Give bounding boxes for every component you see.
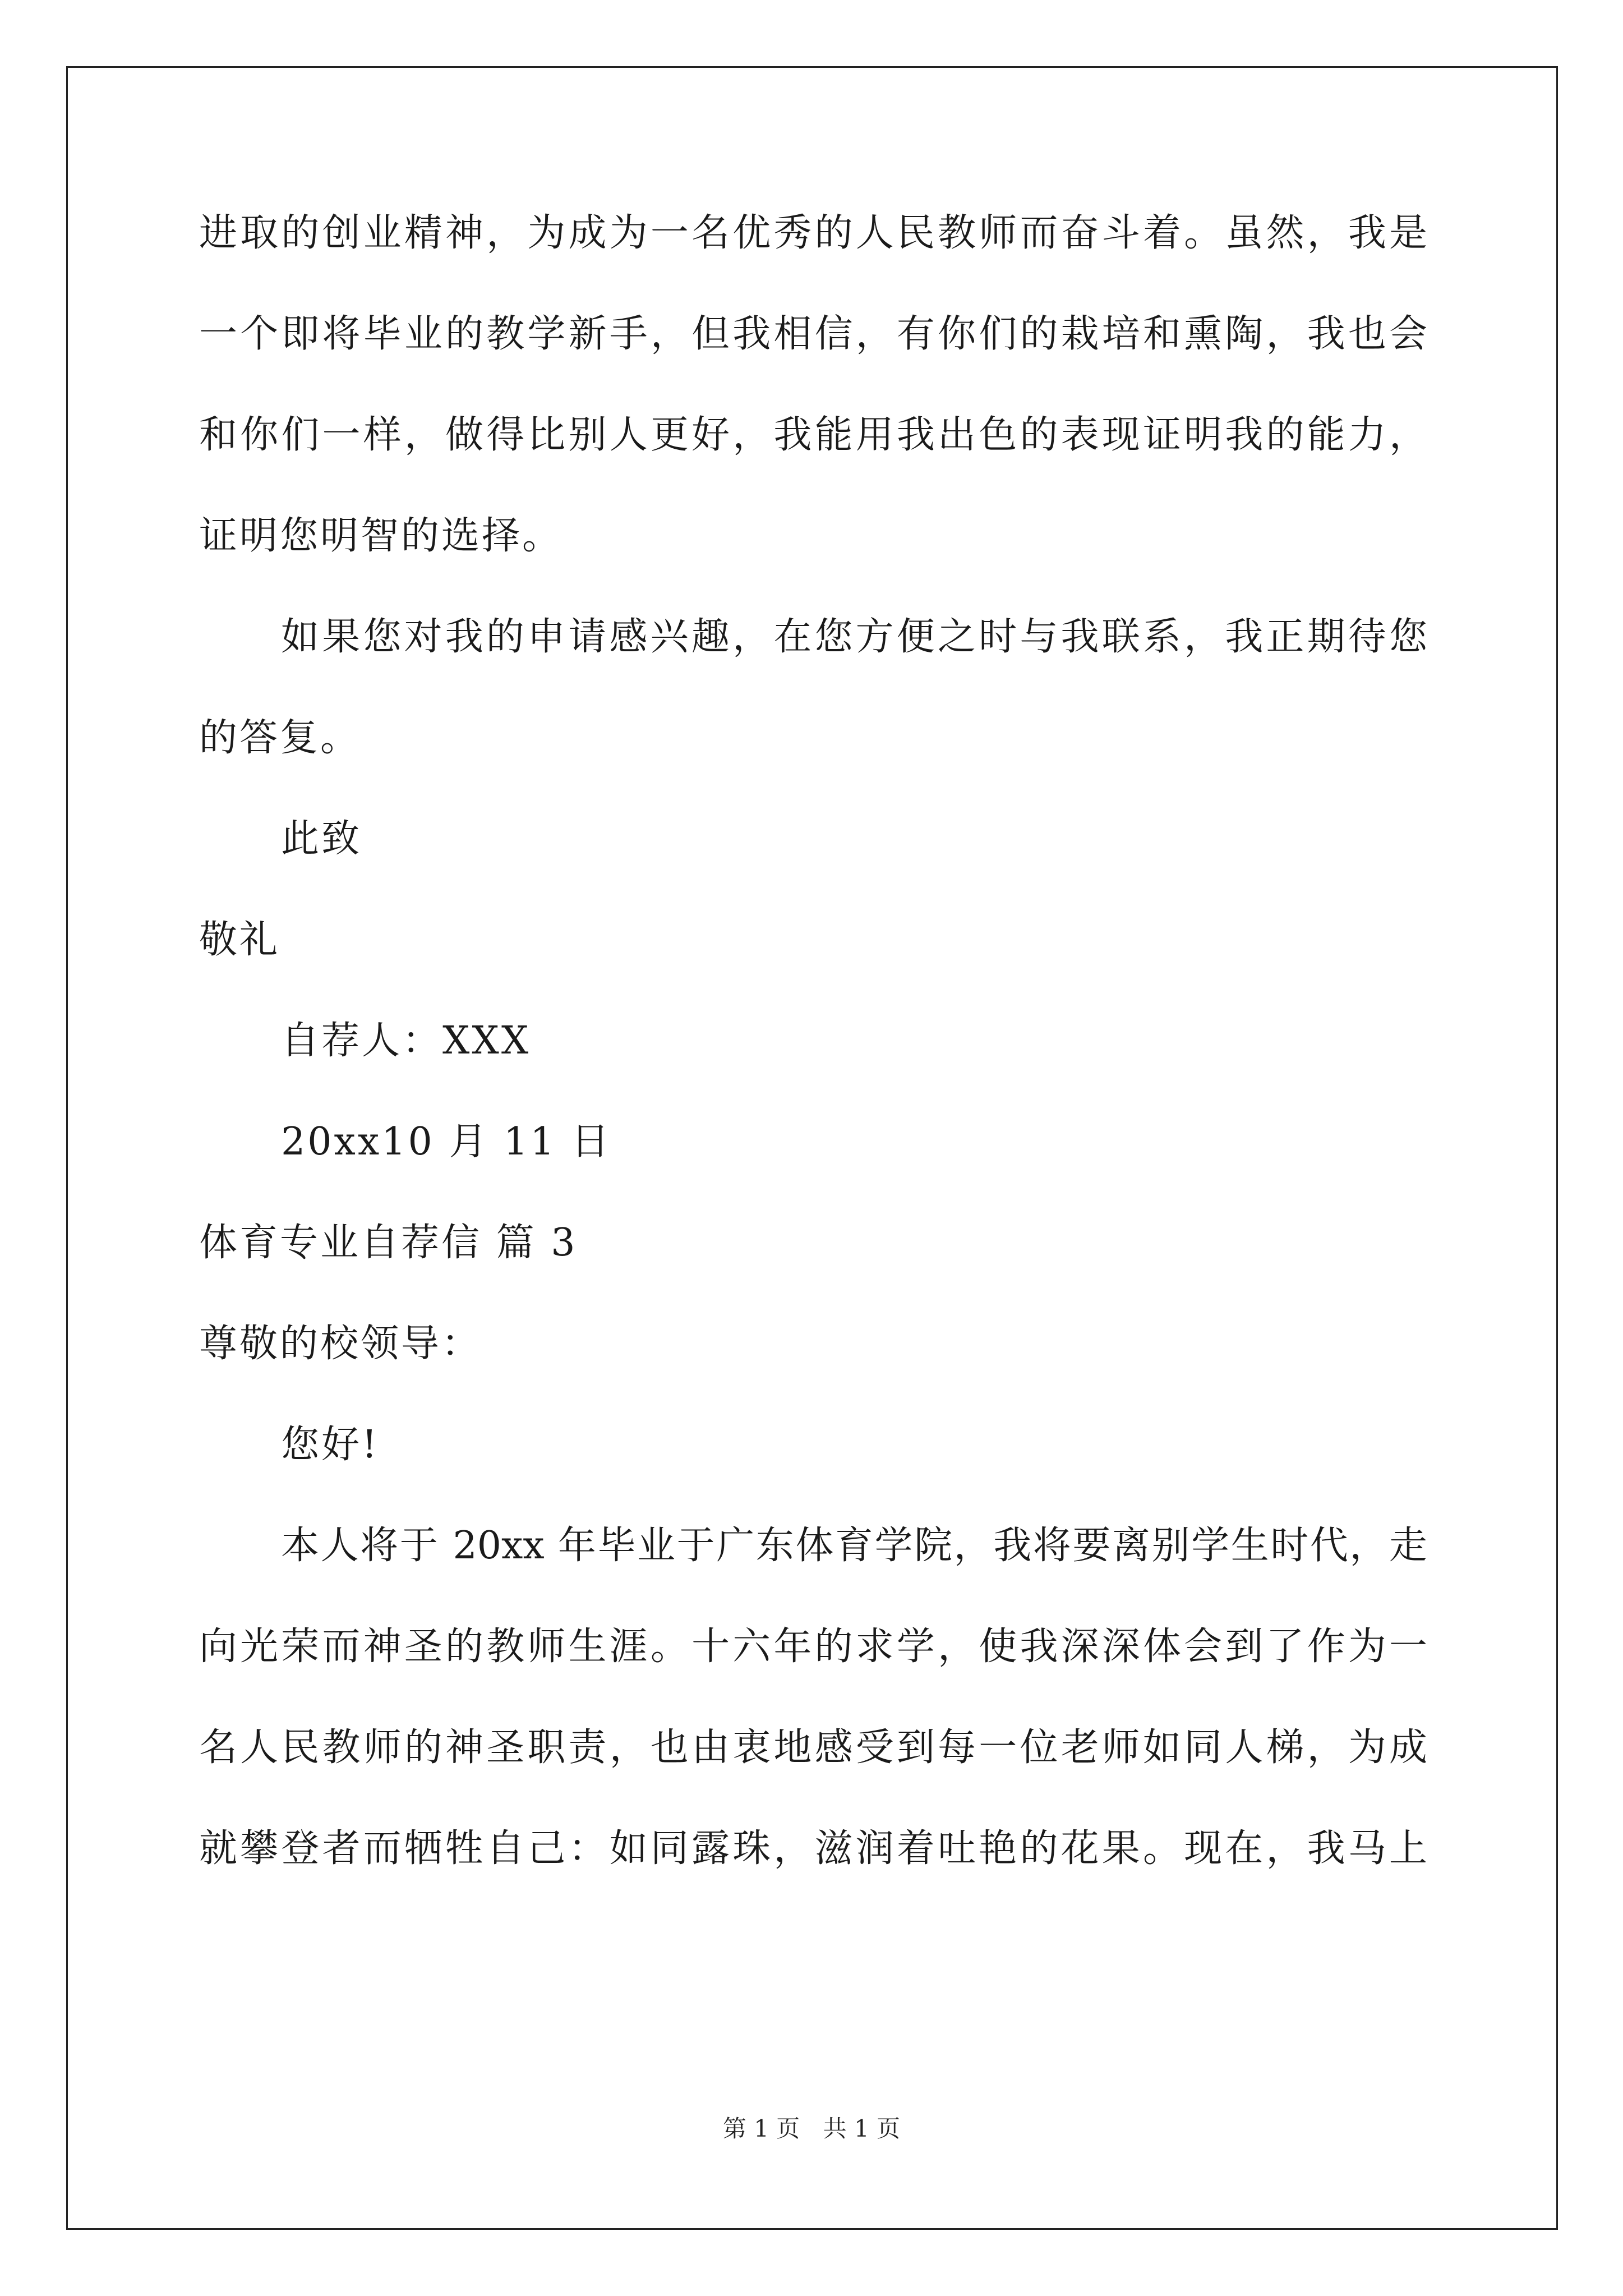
greeting-hello: 您好! (281, 1423, 380, 1467)
paragraph-line: 进取的创业精神，为成为一名优秀的人民教师而奋斗着。虽然，我是 (199, 211, 1427, 255)
paragraph-line: 名人民教师的神圣职责，也由衷地感受到每一位老师如同人梯，为成 (199, 1726, 1427, 1770)
closing-regards: 敬礼 (199, 918, 280, 962)
section-heading: 体育专业自荐信 篇 3 (199, 1221, 578, 1265)
page-footer (0, 2112, 1623, 2146)
signature-line: 自荐人：XXX (281, 1019, 531, 1063)
closing-salutation: 此致 (281, 817, 362, 861)
paragraph-line: 的答复。 (199, 716, 361, 760)
paragraph-line: 一个即将毕业的教学新手，但我相信，有你们的栽培和熏陶，我也会 (199, 312, 1427, 356)
greeting-line: 尊敬的校领导： (199, 1322, 482, 1366)
paragraph-line: 证明您明智的选择。 (199, 514, 563, 558)
date-line: 20xx10 月 11 日 (281, 1120, 612, 1164)
paragraph-line: 就攀登者而牺牲自己：如同露珠，滋润着吐艳的花果。现在，我马上 (199, 1826, 1427, 1871)
paragraph-line: 向光荣而神圣的教师生涯。十六年的求学，使我深深体会到了作为一 (199, 1625, 1427, 1669)
page-number: 第 1 页 (722, 2115, 800, 2142)
page-total: 共 1 页 (823, 2115, 901, 2142)
paragraph-line: 如果您对我的申请感兴趣，在您方便之时与我联系，我正期待您 (281, 615, 1427, 659)
paragraph-line: 本人将于 20xx 年毕业于广东体育学院，我将要离别学生时代，走 (281, 1524, 1427, 1568)
paragraph-line: 和你们一样，做得比别人更好，我能用我出色的表现证明我的能力， (199, 413, 1427, 457)
